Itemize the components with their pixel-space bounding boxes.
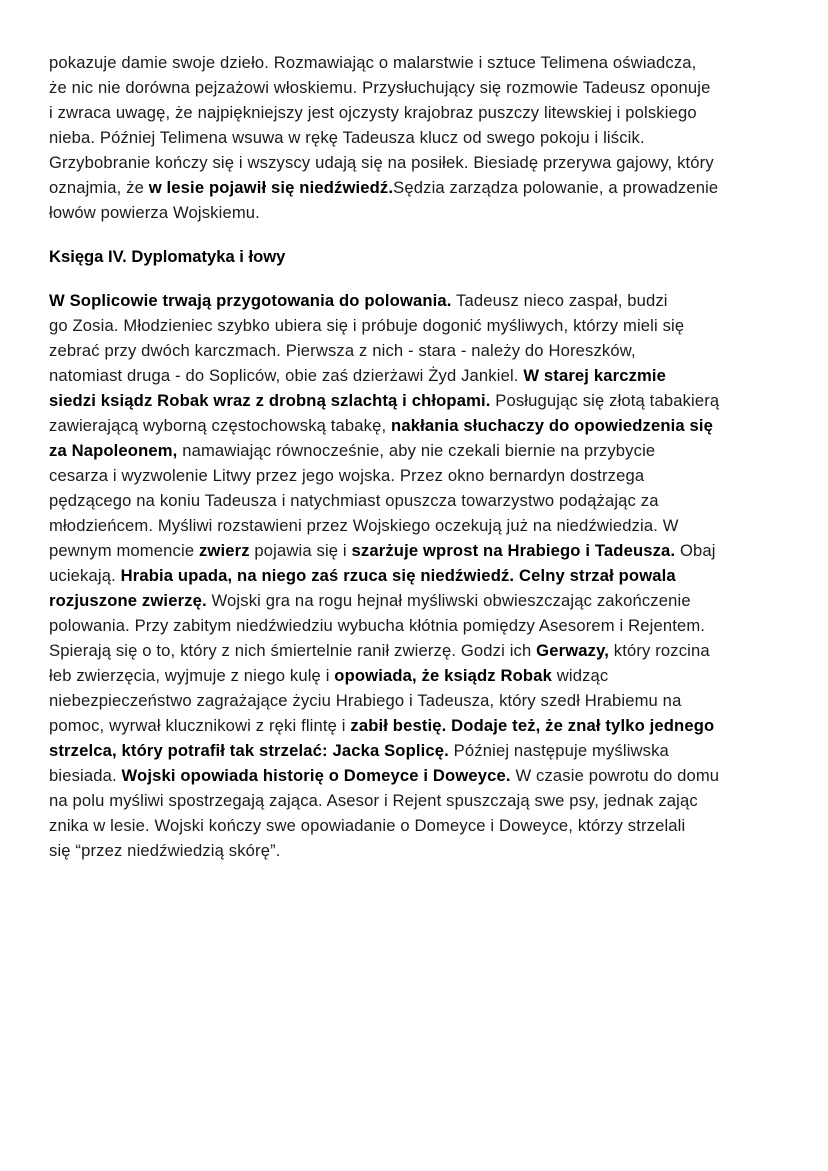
bold-text: W Soplicowie trwają przygotowania do polowania.	[49, 291, 452, 310]
text: Posługując się złotą tabakierą	[490, 391, 720, 410]
text-line	[49, 713, 809, 738]
text: pokazuje damie swoje dzieło. Rozmawiając o malarstwie i sztuce Telimena oświadcza,	[49, 53, 697, 72]
text-line	[49, 50, 809, 75]
text: łeb zwierzęcia, wyjmuje z niego kulę i	[49, 666, 335, 685]
text: pędzącego na koniu Tadeusza i natychmiast opuszcza towarzystwo podążając za	[49, 491, 659, 510]
text-line	[49, 763, 809, 788]
paragraph	[49, 288, 809, 863]
heading-spacer	[49, 269, 809, 288]
bold-text: siedzi ksiądz Robak wraz z drobną szlachtą i chłopami.	[49, 391, 491, 410]
text-line	[49, 100, 809, 125]
text: uciekają.	[49, 566, 121, 585]
text-line	[49, 838, 809, 863]
text: Później następuje myśliwska	[448, 741, 669, 760]
text: się “przez niedźwiedzią skórę”.	[49, 841, 281, 860]
bold-text: zwierz	[198, 541, 250, 560]
text-line	[49, 200, 809, 225]
paragraph-spacer	[49, 225, 809, 244]
text: oznajmia, że	[49, 178, 149, 197]
text-line	[49, 588, 809, 613]
text: niebezpieczeństwo zagrażające życiu Hrabiego i Tadeusza, który szedł Hrabiemu na	[49, 691, 682, 710]
document-page	[49, 50, 809, 863]
text-line	[49, 363, 809, 388]
text-line	[49, 613, 809, 638]
text: młodzieńcem. Myśliwi rozstawieni przez Wojskiego oczekują już na niedźwiedzia. W	[49, 516, 679, 535]
text: Obaj	[675, 541, 716, 560]
text: pomoc, wyrwał klucznikowi z ręki flintę i	[49, 716, 351, 735]
text: cesarza i wyzwolenie Litwy przez jego wojska. Przez okno bernardyn dostrzega	[49, 466, 645, 485]
text-line	[49, 813, 809, 838]
bold-text: W starej karczmie	[523, 366, 667, 385]
text-line	[49, 788, 809, 813]
text-line	[49, 663, 809, 688]
text-line	[49, 288, 809, 313]
text: pojawia się i	[249, 541, 352, 560]
text-line	[49, 175, 809, 200]
bold-text: strzelca, który potrafił tak strzelać: Jacka Soplicę.	[49, 741, 449, 760]
text: pewnym momencie	[49, 541, 199, 560]
text-line	[49, 338, 809, 363]
bold-text: Hrabia upada, na niego zaś rzuca się niedźwiedź. Celny strzał powala	[120, 566, 676, 585]
text-line	[49, 125, 809, 150]
text-line	[49, 463, 809, 488]
text: widząc	[551, 666, 609, 685]
text-line	[49, 150, 809, 175]
text: Wojski gra na rogu hejnał myśliwski obwieszczając zakończenie	[206, 591, 691, 610]
text-line	[49, 488, 809, 513]
text: Spierają się o to, który z nich śmiertelnie ranił zwierzę. Godzi ich	[49, 641, 537, 660]
text-line	[49, 688, 809, 713]
text-line	[49, 75, 809, 100]
text: i zwraca uwagę, że najpiękniejszy jest ojczysty krajobraz puszczy litewskiej i polskiego	[49, 103, 697, 122]
text: go Zosia. Młodzieniec szybko ubiera się i próbuje dogonić myśliwych, którzy mieli się	[49, 316, 685, 335]
text: Grzybobranie kończy się i wszyscy udają się na posiłek. Biesiadę przerywa gajowy, który	[49, 153, 714, 172]
bold-text: szarżuje wprost na Hrabiego i Tadeusza.	[351, 541, 676, 560]
text-line	[49, 563, 809, 588]
bold-text: Gerwazy,	[536, 641, 609, 660]
text: który rozcina	[609, 641, 710, 660]
text: zebrać przy dwóch karczmach. Pierwsza z nich - stara - należy do Horeszków,	[49, 341, 636, 360]
text: polowania. Przy zabitym niedźwiedziu wybucha kłótnia pomiędzy Asesorem i Rejentem.	[49, 616, 706, 635]
text: znika w lesie. Wojski kończy swe opowiadanie o Domeyce i Doweyce, którzy strzelali	[49, 816, 686, 835]
text: na polu myśliwi spostrzegają zająca. Asesor i Rejent spuszczają swe psy, jednak zając	[49, 791, 698, 810]
text: zawierającą wyborną częstochowską tabakę,	[49, 416, 392, 435]
paragraph	[49, 50, 809, 225]
text-line	[49, 413, 809, 438]
text-line	[49, 388, 809, 413]
text-line	[49, 738, 809, 763]
text: Tadeusz nieco zaspał, budzi	[451, 291, 668, 310]
text: że nic nie dorówna pejzażowi włoskiemu. Przysłuchujący się rozmowie Tadeusz oponuje	[49, 78, 711, 97]
bold-text: rozjuszone zwierzę.	[49, 591, 207, 610]
text: nieba. Później Telimena wsuwa w rękę Tadeusza klucz od swego pokoju i liścik.	[49, 128, 645, 147]
text: namawiając równocześnie, aby nie czekali biernie na przybycie	[177, 441, 656, 460]
text: W czasie powrotu do domu	[510, 766, 720, 785]
text-line	[49, 638, 809, 663]
bold-text: w lesie pojawił się niedźwiedź.	[148, 178, 394, 197]
bold-text: opowiada, że ksiądz Robak	[334, 666, 552, 685]
text: natomiast druga - do Sopliców, obie zaś dzierżawi Żyd Jankiel.	[49, 366, 524, 385]
text-line	[49, 538, 809, 563]
text: łowów powierza Wojskiemu.	[49, 203, 260, 222]
text: Sędzia zarządza polowanie, a prowadzenie	[393, 178, 719, 197]
bold-text: zabił bestię. Dodaje też, że znał tylko jednego	[350, 716, 715, 735]
bold-text: nakłania słuchaczy do opowiedzenia się	[391, 416, 714, 435]
text-line	[49, 438, 809, 463]
bold-text: za Napoleonem,	[49, 441, 178, 460]
text-line	[49, 313, 809, 338]
text-line	[49, 513, 809, 538]
text: biesiada.	[49, 766, 122, 785]
bold-text: Wojski opowiada historię o Domeyce i Doweyce.	[121, 766, 511, 785]
section-heading: Księga IV. Dyplomatyka i łowy	[49, 247, 286, 266]
